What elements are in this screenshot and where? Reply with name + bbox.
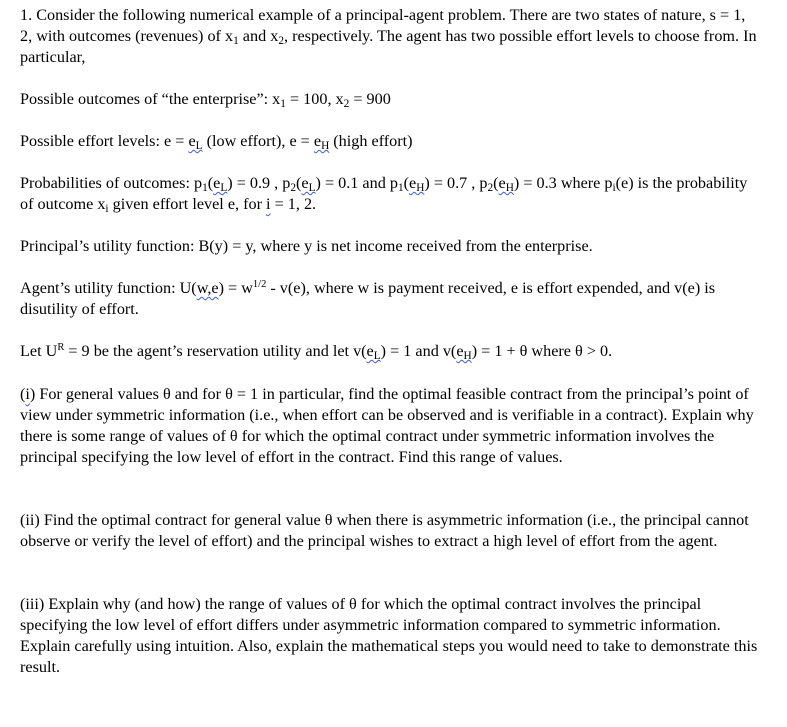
question-part-i: (i) For general values θ and for θ = 1 in particular, find the optimal feasible contract from the principal’s point of view under symmetric information (i.e., when effort can be observed and is verifiable in a contract). Explain why there is some range of values of θ for which the optimal contract under symmetric information involves the principal specifying the low level of effort in the contract. Find this range of values. bbox=[20, 385, 754, 466]
spellcheck-underline: i bbox=[25, 385, 30, 403]
question-number: 1. bbox=[20, 6, 33, 24]
outcome-probabilities: Probabilities of outcomes: $p_1(e_L) = 0.9$ , $p_2(e_L) = 0.1$ and $p_1(e_H) = 0.7$ , $p_2(e_H) = 0.3$ where $p_i(e)$ is the probability of outcome $x_i$ given effort level e, for i = 1, 2. bbox=[20, 174, 748, 215]
spellcheck-underline: i bbox=[266, 195, 271, 213]
reservation-utility: Let $U^R = 9$ be the agent’s reservation utility and let $v(e_L) = 1$ and $v(e_H) = 1 + \theta$ where θ > 0. bbox=[20, 342, 613, 362]
agent-utility-function: Agent’s utility function: $U(w,e) = w^{1/2} - v(e)$, where w is payment received, e is effort expended, and v(e) is disutility of effort. bbox=[20, 279, 716, 318]
spellcheck-underline: $e_H$ bbox=[498, 174, 514, 194]
spellcheck-underline: $e_L$ bbox=[301, 174, 316, 194]
spellcheck-underline: w,e bbox=[196, 279, 219, 297]
possible-outcomes: Possible outcomes of “the enterprise”: $x_1 = 100$, $x_2 = 900$ bbox=[20, 90, 391, 110]
principal-utility-function: Principal’s utility function: B(y) = y, where y is net income received from the enterprise. bbox=[20, 237, 593, 255]
spellcheck-underline: $e_H$ bbox=[456, 342, 472, 362]
possible-effort-levels: Possible effort levels: $e = e_L$ (low effort), $e = e_H$ (high effort) bbox=[20, 132, 413, 152]
spellcheck-underline: $e_L$ bbox=[366, 342, 381, 362]
spellcheck-underline: $e_H$ bbox=[313, 132, 330, 152]
spellcheck-underline: $e_L$ bbox=[188, 132, 203, 152]
spellcheck-underline: $e_L$ bbox=[213, 174, 228, 194]
question-part-iii: (iii) Explain why (and how) the range of values of θ for which the optimal contract involves the principal specifying the low level of effort differs under asymmetric information compared to symmetric information. Explain carefully using intuition. Also, explain the mathematical steps you would need to take to demonstrate this result. bbox=[20, 595, 758, 676]
question-intro: 1. Consider the following numerical example of a principal-agent problem. There are two states of nature, s = 1, 2, with outcomes (revenues) of $x_1$ and $x_2$, respectively. The agent has two possible effort levels to choose from. In particular, bbox=[20, 6, 757, 66]
spellcheck-underline: $e_H$ bbox=[409, 174, 425, 194]
question-part-ii: (ii) Find the optimal contract for general value θ when there is asymmetric information (i.e., the principal cannot observe or verify the level of effort) and the principal wishes to extract a high level of effort from the agent. bbox=[20, 511, 749, 550]
